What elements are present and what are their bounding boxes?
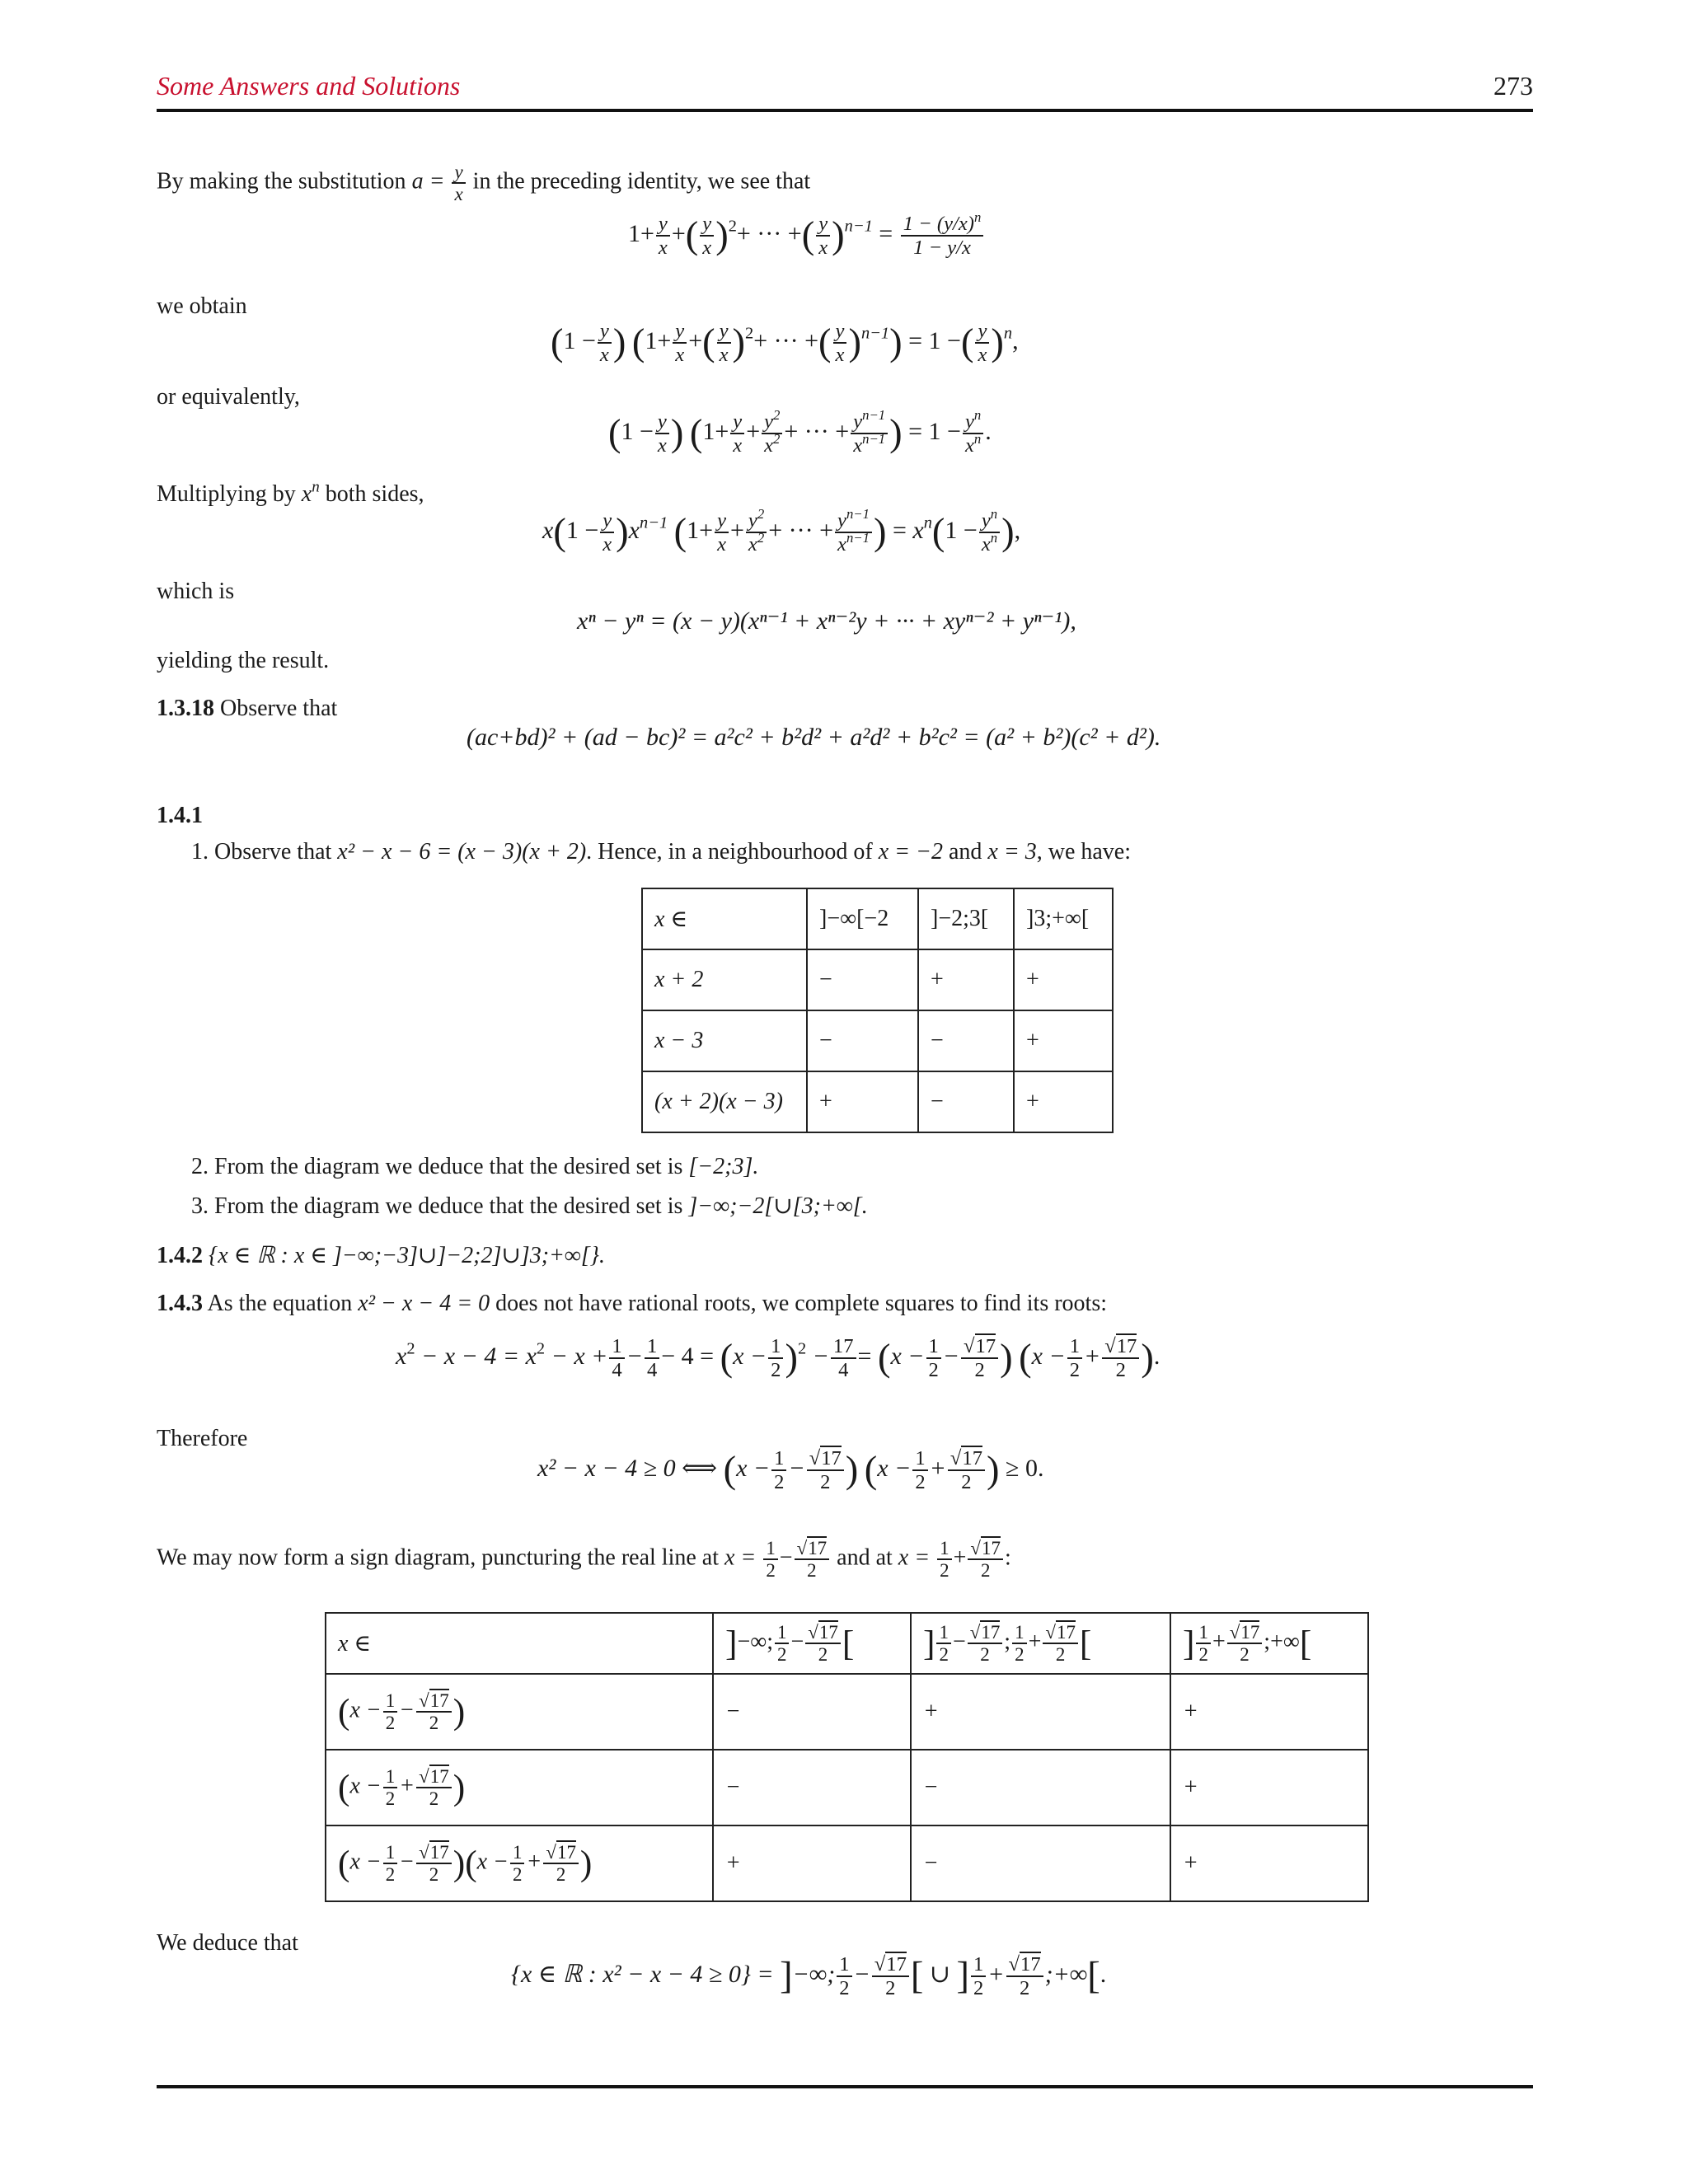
we-obtain-label: we obtain [157,293,247,319]
intro-text-b: in the preceding identity, we see that [472,168,811,194]
item-number: 2. [191,1154,209,1179]
item-2 [191,1154,758,1180]
frac-num: y [452,162,465,184]
item-3-set: ]−∞;−2[∪[3;+∞[. [688,1193,868,1219]
table2-header-row [326,1613,1368,1674]
section-number: 1.4.2 [157,1243,203,1268]
table1-sign: + [1014,1010,1113,1071]
equation-equivalent: (1 − $\frac{y}{x}$ ) (1+ $\frac{y}{x}$ + $\frac{y^2}{x^2}$ + ··· + $\frac{y^{n-1}}{x^{n-1}}$ ) = 1 − $\frac{y^n}{x^n}$ . [608,406,992,457]
equation-multiplied: x(1 − $\frac{y}{x}$ )$x^{n-1}$ (1+ $\frac{y}{x}$ + $\frac{y^2}{x^2}$ + ··· + $\frac{y^{n-1}}{x^{n-1}}$ ) = $x^n(1$ − $\frac{y^n}{x^n}$ ), [542,505,1021,556]
x-power-n: $x^n$ [301,478,320,507]
running-head [157,69,1533,112]
table2-sign: − [713,1750,911,1825]
eq143-intro: As the equation [207,1291,353,1316]
table2-sign: + [911,1674,1170,1750]
table1-sign: + [1014,1071,1113,1132]
equation-geometric-sum: 1+ $\frac{y}{x}$ +( $\frac{y}{x}$ )$^2$+ ··· +( $\frac{y}{x}$ )$^{n-1}$ = $\frac{1 - (y/x)^n}{1 - y/x}$ [628,213,985,259]
x-eq-minus-2: x = −2 [878,839,943,865]
table2-sign: + [1170,1674,1368,1750]
equation-obtain: (1 − $\frac{y}{x}$ ) (1+ $\frac{y}{x}$ +( $\frac{y}{x}$ )$^2$+ ··· +( $\frac{y}{x}$ )$^{n-1}$) = 1 −( $\frac{y}{x}$ )$^n$, [551,320,1019,367]
item-3 [191,1192,868,1220]
table2-sign: + [1170,1750,1368,1825]
equation-difference-of-powers: xⁿ − yⁿ = (x − y)(xⁿ⁻¹ + xⁿ⁻²y + ··· + xyⁿ⁻² + yⁿ⁻¹), [577,607,1076,635]
we-have-text: , we have: [1036,839,1132,865]
table1-header-cell: ]−2;3[ [918,888,1014,949]
observe-text: Observe that [220,696,338,721]
table2-row-label: (x − $\frac{1}{2}$ + $\frac{√17}{2}$ ) [326,1750,713,1825]
math-a-eq: a = [411,168,445,194]
and-text: and [948,839,982,865]
table2-sign: + [1170,1825,1368,1901]
table2-header-cell: ] $\frac{1}{2}$ + $\frac{√17}{2}$ ;+∞[ [1170,1613,1368,1674]
item-1-text: Observe that [214,839,332,865]
table1-row [642,949,1113,1010]
item-2-text: From the diagram we deduce that the desired set is [214,1154,683,1179]
table1-sign: + [1014,949,1113,1010]
and-at-text: and at [837,1544,893,1571]
item-number: 3. [191,1193,209,1219]
multiplying-tail: both sides, [325,481,424,507]
we-deduce-label: We deduce that [157,1930,298,1956]
equation-complete-square: $x^2 - x - 4 = x^2 - x$ + $\frac{1}{4}$ − $\frac{1}{4}$ − 4 = (x − $\frac{1}{2}$ )$^2$ − $\frac{17}{4}$ = (x − $\frac{1}{2}$ − $\frac{√17}{2}$ ) (x − $\frac{1}{2}$ + $\frac{√17}{2}$ ). [396,1335,1160,1382]
set-builder: {x ∈ ℝ : x² − x − 4 ≥ 0} = [511,1960,774,1988]
intro-line [157,162,810,204]
equation-1-3-18: (ac+bd)² + (ad − bc)² = a²c² + b²d² + a²d² + b²c² = (a² + b²)(c² + d²). [467,724,1161,751]
sign-table-2 [325,1612,1369,1902]
table2-sign: − [911,1750,1170,1825]
sign-diagram-intro: We may now form a sign diagram, puncturing the real line at x = $\frac{1}{2}$ − $\frac{√17}{2}$ and at x = $\frac{1}{2}$ + $\frac{√17}{2}$ : [157,1538,1011,1582]
table1-row-label: (x + 2)(x − 3) [642,1071,807,1132]
table2-header-cell: ]−∞; $\frac{1}{2}$ − $\frac{√17}{2}$ [ [713,1613,911,1674]
page-number: 273 [1493,71,1533,101]
table1-row [642,1010,1113,1071]
section-1-3-18 [157,696,337,722]
item-3-text: From the diagram we deduce that the desired set is [214,1193,683,1219]
table1-row-label: x + 2 [642,949,807,1010]
equation-solution-set: {x ∈ ℝ : x² − x − 4 ≥ 0} = ]−∞; $\frac{1}{2}$ − $\frac{√17}{2}$ [ ∪ ] $\frac{1}{2}$ + $\frac{√17}{2}$ ;+∞[. [511,1953,1107,2000]
which-is-label: which is [157,579,235,604]
eq143-tail: does not have rational roots, we complete squares to find its roots: [495,1291,1107,1316]
table2-header-cell: ] $\frac{1}{2}$ − $\frac{√17}{2}$ ; $\frac{1}{2}$ + $\frac{√17}{2}$ [ [911,1613,1170,1674]
section-1-4-1: 1.4.1 [157,803,203,828]
geq-zero: ≥ 0. [1006,1454,1044,1482]
multiplying-text: Multiplying by [157,481,296,507]
item-1 [191,839,1131,865]
ineq-lhs: x² − x − 4 ≥ 0 ⟺ [537,1454,718,1482]
table2-row-label: (x − $\frac{1}{2}$ − $\frac{√17}{2}$ ) [326,1674,713,1750]
chapter-title: Some Answers and Solutions [157,71,461,101]
intro-text-a: By making the substitution [157,168,406,194]
table2-row [326,1750,1368,1825]
set-1-4-2: {x ∈ ℝ : x ∈ ]−∞;−3]∪]−2;2]∪]3;+∞[}. [209,1243,605,1268]
x-eq-3: x = 3 [987,839,1037,865]
section-number: 1.4.3 [157,1291,203,1316]
table1-row [642,1071,1113,1132]
equation-inequality: x² − x − 4 ≥ 0 ⟺ (x − $\frac{1}{2}$ − $\frac{√17}{2}$ ) (x − $\frac{1}{2}$ + $\frac{√17}{2}$ ) ≥ 0. [537,1447,1044,1494]
sign-diagram-text: We may now form a sign diagram, puncturing the real line at [157,1544,719,1571]
or-equivalently-label: or equivalently, [157,384,300,410]
table2-sign: − [911,1825,1170,1901]
table1-sign: + [918,949,1014,1010]
item-number: 1. [191,839,209,865]
hence-text: . Hence, in a neighbourhood of [586,839,873,865]
table2-header-cell: x ∈ [326,1613,713,1674]
table1-sign: + [807,1071,918,1132]
table2-sign: − [713,1674,911,1750]
section-1-4-2 [157,1241,605,1269]
table2-row-label: (x − $\frac{1}{2}$ − $\frac{√17}{2}$ )(x − $\frac{1}{2}$ + $\frac{√17}{2}$ ) [326,1825,713,1901]
footer-rule [157,2085,1533,2088]
factorization: x² − x − 6 = (x − 3)(x + 2) [337,839,587,865]
section-1-4-3 [157,1291,1107,1317]
therefore-label: Therefore [157,1426,248,1451]
table1-header-cell: x ∈ [642,888,807,949]
table1-header-row [642,888,1113,949]
table1-header-cell: ]3;+∞[ [1014,888,1113,949]
table2-row [326,1674,1368,1750]
multiplying-line [157,478,424,508]
table1-sign: − [918,1010,1014,1071]
yielding-label: yielding the result. [157,648,330,673]
item-2-set: [−2;3]. [688,1154,759,1179]
table1-sign: − [918,1071,1014,1132]
table1-header-cell: ]−∞[−2 [807,888,918,949]
section-number: 1.3.18 [157,696,214,721]
eq143: x² − x − 4 = 0 [358,1291,490,1316]
table2-sign: + [713,1825,911,1901]
table2-row [326,1825,1368,1901]
table1-row-label: x − 3 [642,1010,807,1071]
frac-den: x [454,184,463,205]
sign-table-1 [641,888,1114,1133]
table1-sign: − [807,1010,918,1071]
table1-sign: − [807,949,918,1010]
